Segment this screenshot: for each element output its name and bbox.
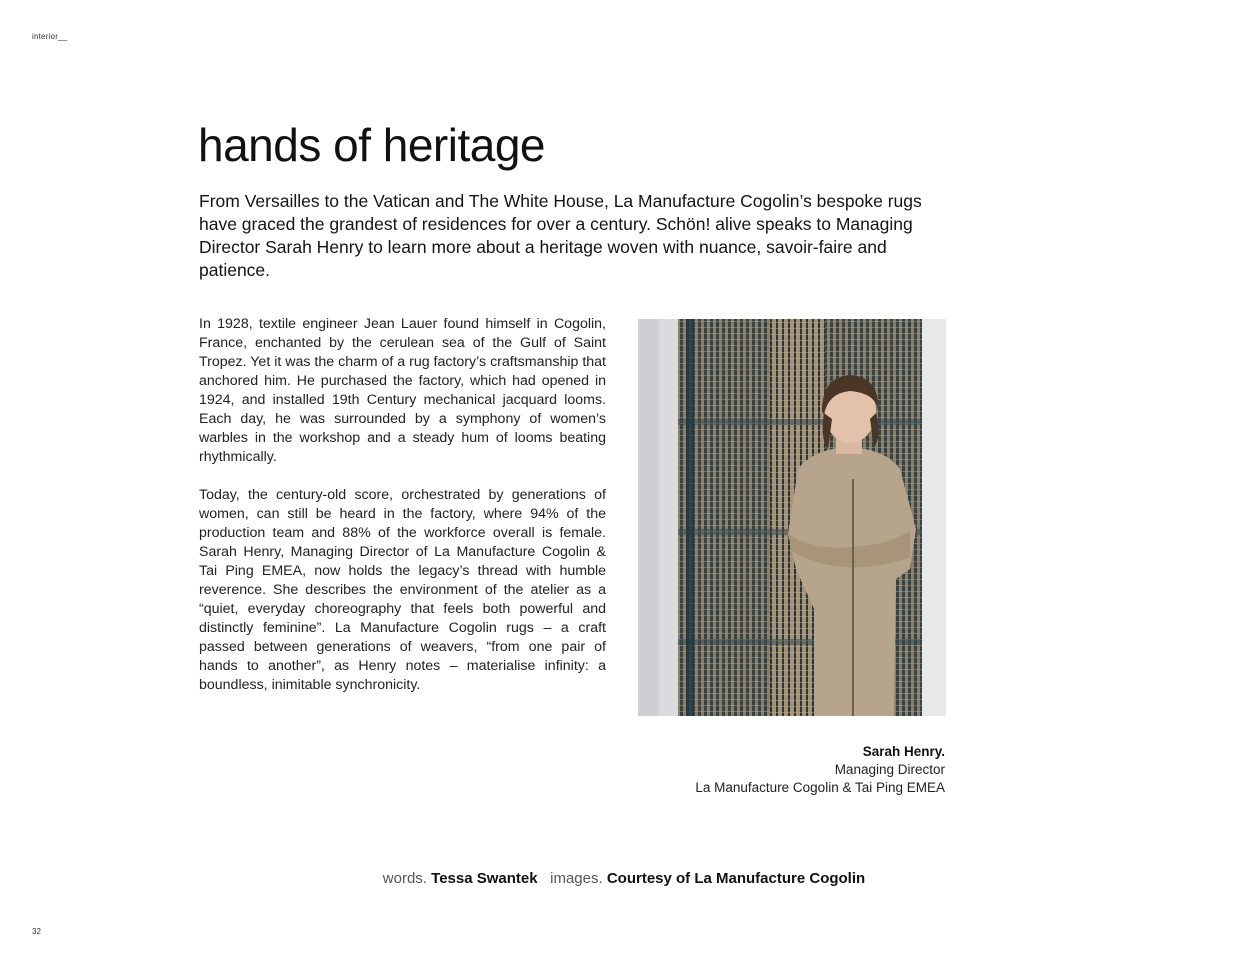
photo-caption	[620, 743, 945, 797]
section-tag: interior__	[32, 32, 68, 41]
credits-line	[0, 870, 1248, 887]
images-credit: Courtesy of La Manufacture Cogolin	[606, 870, 866, 887]
caption-name: Sarah Henry.	[862, 744, 945, 759]
page-number: 32	[32, 927, 41, 936]
article-title: hands of heritage	[198, 119, 545, 171]
images-label: images.	[550, 870, 603, 887]
words-author: Tessa Swantek	[431, 870, 538, 887]
caption-company: La Manufacture Cogolin & Tai Ping EMEA	[695, 780, 945, 795]
portrait-photo	[638, 319, 946, 716]
body-paragraph: In 1928, textile engineer Jean Lauer found himself in Cogolin, France, enchanted by the cerulean sea of the Gulf of Saint Tropez. Yet it was the charm of a rug factory’s craftsmanship that anchored him. He purchased the factory, which had opened in 1924, and installed 19th Century mechanical jacquard looms. Each day, he was surrounded by a symphony of women’s warbles in the workshop and a steady hum of looms beating rhythmically.	[199, 316, 606, 465]
body-paragraph: Today, the century-old score, orchestrated by generations of women, can still be heard in the factory, where 94% of the production team and 88% of the workforce overall is female. Sarah Henry, Managing Director of La Manufacture Cogolin & Tai Ping EMEA, now holds the legacy’s thread with humble reverence. She describes the environment of the atelier as a “quiet, everyday choreography that feels both powerful and distinctly feminine”. La Manufacture Cogolin rugs – a craft passed between generations of weavers, “from one pair of hands to another”, as Henry notes – materialise infinity: a boundless, inimitable synchronicity.	[199, 487, 606, 693]
caption-role: Managing Director	[834, 762, 945, 777]
article-standfirst: From Versailles to the Vatican and The White House, La Manufacture Cogolin’s bespoke rugs have graced the grandest of residences for over a century. Schön! alive speaks to Managing Director Sarah Henry to learn more about a heritage woven with nuance, savoir-faire and patience.	[199, 191, 922, 280]
article-body	[199, 315, 606, 714]
words-label: words.	[382, 870, 427, 887]
